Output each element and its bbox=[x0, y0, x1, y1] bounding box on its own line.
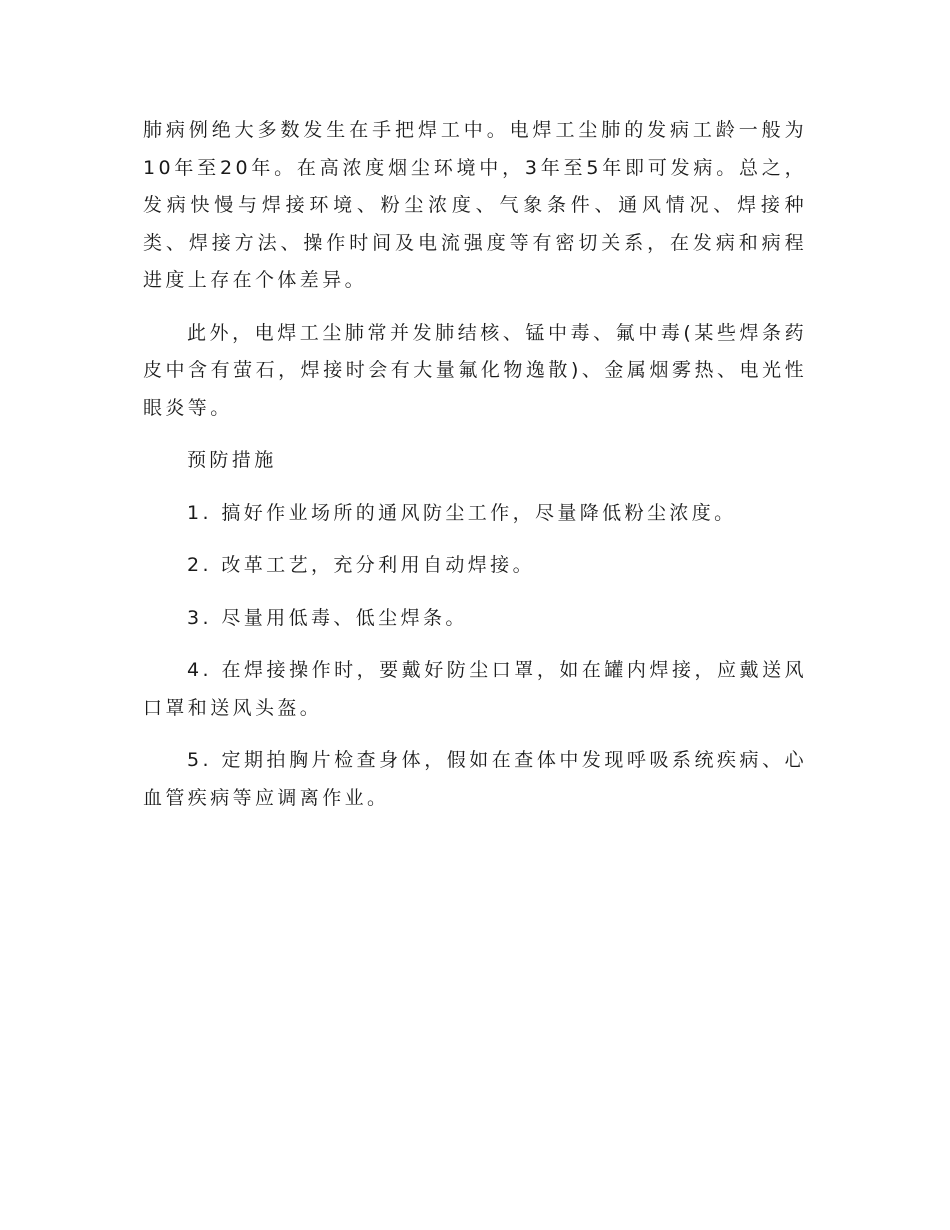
measure-item-2: 2. 改革工艺，充分利用自动焊接。 bbox=[187, 554, 535, 576]
measure-item-4: 4. 在焊接操作时，要戴好防尘口罩，如在罐内焊接，应戴送风口罩和送风头盔。 bbox=[143, 659, 807, 719]
measure-item-3: 3. 尽量用低毒、低尘焊条。 bbox=[187, 606, 468, 629]
measure-item-1: 1. 搞好作业场所的通风防尘工作，尽量降低粉尘浓度。 bbox=[187, 501, 737, 524]
paragraph-complications: 此外，电焊工尘肺常并发肺结核、锰中毒、氟中毒(某些焊条药皮中含有萤石，焊接时会有大量氟化物逸散)、金属烟雾热、电光性眼炎等。 bbox=[143, 321, 807, 419]
paragraph-pathogenesis: 肺病例绝大多数发生在手把焊工中。电焊工尘肺的发病工龄一般为10年至20年。在高浓度烟尘环境中，3年至5年即可发病。总之，发病快慢与焊接环境、粉尘浓度、气象条件、通风情况、焊接种类、焊接方法、操作时间及电流强度等有密切关系，在发病和病程进度上存在个体差异。 bbox=[143, 119, 807, 291]
document-body bbox=[143, 112, 807, 832]
measure-item-5: 5. 定期拍胸片检查身体，假如在查体中发现呼吸系统疾病、心血管疾病等应调离作业。 bbox=[143, 749, 807, 809]
section-heading-prevention: 预防措施 bbox=[187, 449, 277, 471]
